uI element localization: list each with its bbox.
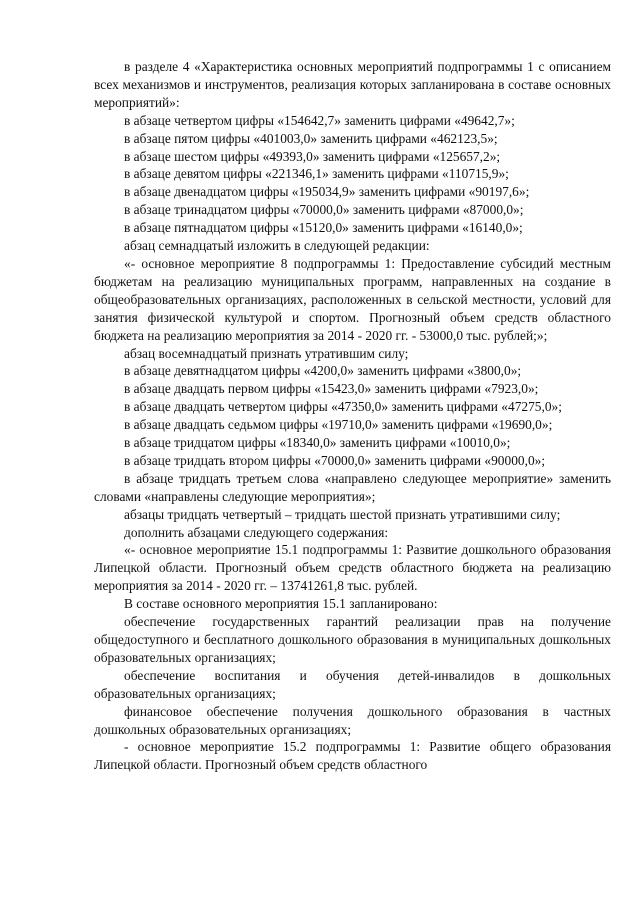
paragraph-amend-9: в абзаце девятом цифры «221346,1» заменить цифрами «110715,9»; — [124, 166, 509, 182]
paragraph-list-item-3: финансовое обеспечение получения дошкольного образования в частных дошкольных образовательных организациях; — [94, 703, 611, 737]
paragraph-amend-33: в абзаце тридцать третьем слова «направлено следующее мероприятие» заменить словами «направлены следующие мероприятия»; — [94, 470, 611, 504]
paragraph-amend-27: в абзаце двадцать седьмом цифры «19710,0» заменить цифрами «19690,0»; — [124, 417, 553, 433]
document-page — [94, 58, 611, 774]
paragraph-list-item-2: обеспечение воспитания и обучения детей-инвалидов в дошкольных образовательных организациях; — [94, 667, 611, 701]
paragraph-amend-4: в абзаце четвертом цифры «154642,7» заменить цифрами «49642,7»; — [124, 112, 515, 128]
paragraph-amend-30: в абзаце тридцатом цифры «18340,0» заменить цифрами «10010,0»; — [124, 435, 511, 451]
paragraph-measure-8: «- основное мероприятие 8 подпрограммы 1: Предоставление субсидий местным бюджетам на реализацию муниципальных программ, направленных на создание в общеобразовательных организациях, расположенных в сельской местности, условий для занятия физической культурой и спортом. Прогнозный объем средств областного бюджета на реализацию мероприятия за 2014 - 2020 гг. - 53000,0 тыс. рублей;»; — [94, 255, 611, 343]
paragraph-amend-19: в абзаце девятнадцатом цифры «4200,0» заменить цифрами «3800,0»; — [124, 363, 522, 379]
paragraph-add-intro: дополнить абзацами следующего содержания: — [124, 524, 389, 540]
paragraph-amend-13: в абзаце тринадцатом цифры «70000,0» заменить цифрами «87000,0»; — [124, 202, 524, 218]
paragraph-amend-6: в абзаце шестом цифры «49393,0» заменить цифрами «125657,2»; — [124, 148, 501, 164]
paragraph-amend-32: в абзаце тридцать втором цифры «70000,0» заменить цифрами «90000,0»; — [124, 452, 546, 468]
paragraph-amend-5: в абзаце пятом цифры «401003,0» заменить цифрами «462123,5»; — [124, 130, 498, 146]
paragraph-amend-17: абзац семнадцатый изложить в следующей редакции: — [124, 238, 430, 254]
paragraph-list-item-1: обеспечение государственных гарантий реализации прав на получение общедоступного и бесплатного дошкольного образования в муниципальных дошкольных образовательных организациях; — [94, 614, 611, 665]
paragraph-section-4-header: в разделе 4 «Характеристика основных мероприятий подпрограммы 1 с описанием всех механизмов и инструментов, реализация которых запланирована в составе основных мероприятий»: — [94, 59, 611, 110]
paragraph-amend-34-36: абзацы тридцать четвертый – тридцать шестой признать утратившими силу; — [124, 506, 561, 522]
paragraph-amend-18: абзац восемнадцатый признать утратившим силу; — [124, 345, 409, 361]
paragraph-amend-24: в абзаце двадцать четвертом цифры «47350,0» заменить цифрами «47275,0»; — [124, 399, 562, 415]
paragraph-measure-15-1: «- основное мероприятие 15.1 подпрограммы 1: Развитие дошкольного образования Липецкой области. Прогнозный объем средств областного бюджета на реализацию мероприятия за 2014 - 2020 гг. – 13741261,8 тыс. рублей. — [94, 542, 611, 594]
paragraph-measure-15-2: - основное мероприятие 15.2 подпрограммы 1: Развитие общего образования Липецкой области. Прогнозный объем средств областного — [94, 739, 611, 773]
paragraph-amend-12: в абзаце двенадцатом цифры «195034,9» заменить цифрами «90197,6»; — [124, 184, 530, 200]
paragraph-amend-15: в абзаце пятнадцатом цифры «15120,0» заменить цифрами «16140,0»; — [124, 220, 523, 236]
paragraph-measure-15-1-list-intro: В составе основного мероприятия 15.1 запланировано: — [124, 596, 438, 612]
paragraph-amend-21: в абзаце двадцать первом цифры «15423,0» заменить цифрами «7923,0»; — [124, 381, 539, 397]
